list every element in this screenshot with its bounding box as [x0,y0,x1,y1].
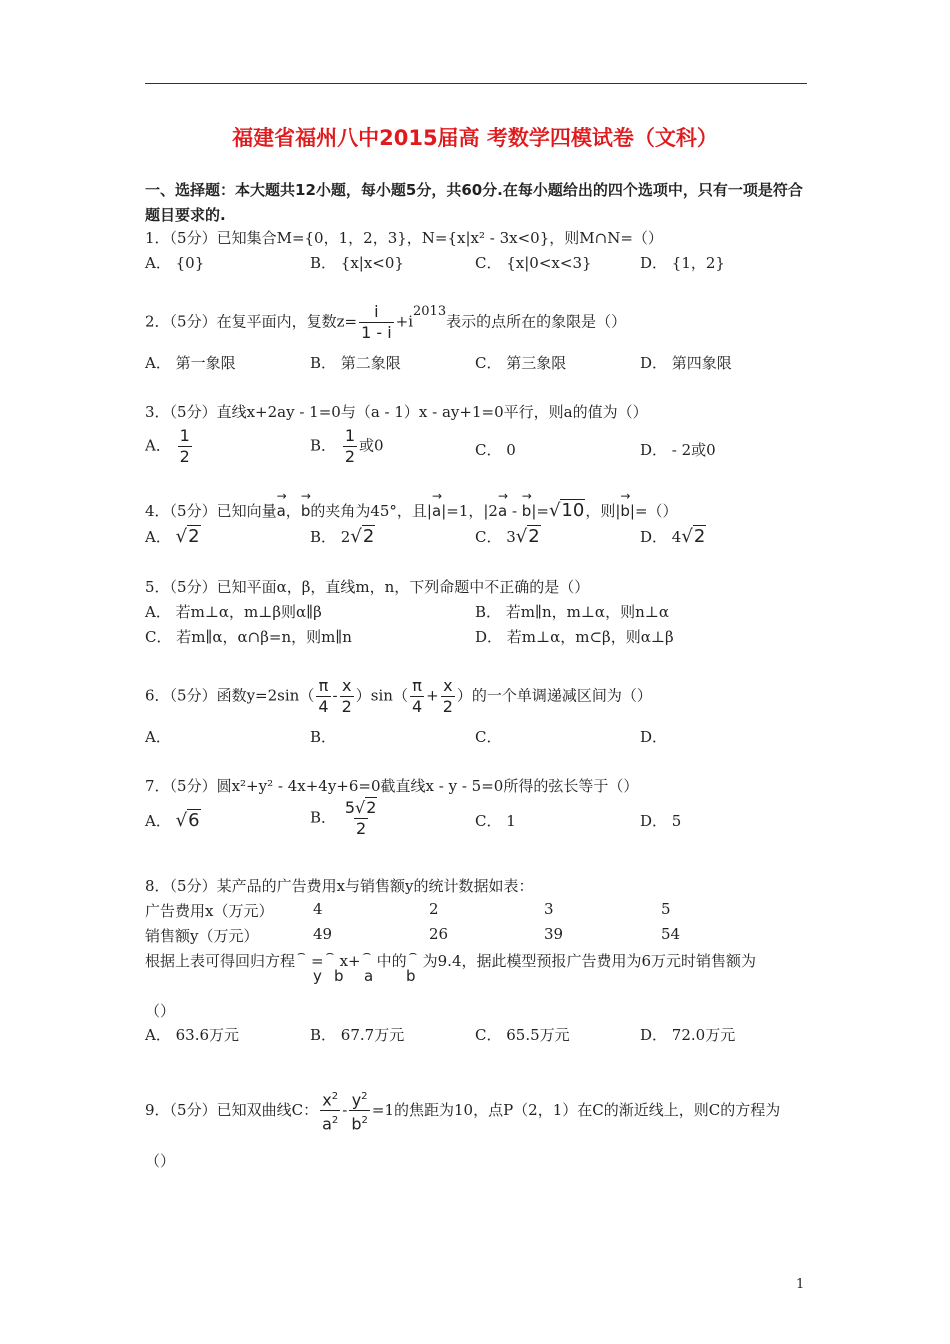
q4-text-3: |=1，|2 [441,502,498,520]
q9-f2-y: y [351,1090,362,1110]
q4-vector-a: → a [277,502,286,520]
q6-frac-1 [316,676,330,717]
table-cell: 26 [429,925,449,943]
q9-frac-2 [349,1087,370,1135]
q7-b-sqrt: √2 [355,798,377,817]
q7-b-label: B． [310,808,337,827]
q6-option-a: A． [145,728,171,746]
q4-c-sqrt: √2 [515,526,540,547]
q1-option-c: C． {x|0<x<3} [475,254,592,272]
q8-sub-b: b [334,967,344,985]
q2-option-b: B． 第二象限 [310,354,401,372]
q9-minus: - [342,1100,348,1119]
q3-a-label: A． [145,436,171,455]
q4-comma: ， [285,502,301,520]
q6-frac-2-den: 2 [341,697,352,716]
q9-frac-1-den [320,1110,340,1134]
q3-b-label: B． [310,436,337,455]
q5-option-a: A． 若m⊥α，m⊥β则α∥β [145,603,322,621]
q3-b-tail: 或0 [359,436,384,455]
q7-stem: 7．（5分）圆x²+y² - 4x+4y+6=0截直线x - y - 5=0所得的弦长等于（） [145,777,639,795]
table-cell: 3 [544,900,554,918]
q4-radicand-10: 10 [561,500,585,521]
q4-b-sqrt: √2 [350,526,375,547]
q2-plus: +i [395,312,414,331]
q4-text-5: |= [531,502,549,520]
q4-c-label: C． 3 [475,528,516,546]
q9-frac-2-den [349,1110,370,1134]
q9-frac-1-num [320,1087,340,1110]
q9-f2-exp: 2 [361,1091,368,1102]
q8-hat-b2 [407,952,423,966]
q4-text-6: ，则| [585,502,621,520]
q4-sqrt-10: √10 [548,500,585,521]
q8-sub-y: y [313,967,322,985]
q8-text-3: 为9.4，据此模型预报广告费用为6万元时销售额为 [422,952,757,970]
q3-b-num: 1 [344,426,355,445]
q8-text-2: 中的 [376,952,407,970]
table-cell: 49 [313,925,333,943]
q8-paren: （） [145,1002,176,1020]
q4-vector-a-3: → a [498,502,507,520]
q9-f2-den-exp: 2 [361,1115,368,1127]
q8-eq-x: x+ [339,952,361,970]
q3-a-num: 1 [179,426,190,445]
q4-b-label: B． 2 [310,528,351,546]
q4-option-d [640,526,706,547]
q8-option-d: D． 72.0万元 [640,1026,736,1044]
header-rule [145,83,807,84]
q4-option-a [145,526,201,547]
q9-frac-1 [320,1087,340,1135]
q2-frac-den: 1 - i [361,323,392,342]
q2-frac-num: i [374,302,379,321]
q8-hat-b [324,952,340,966]
q1-option-a: A． {0} [145,254,205,272]
q3-option-d: D． - 2或0 [640,441,716,459]
q4-vector-b-2: → b [522,502,532,520]
q2-option-c: C． 第三象限 [475,354,567,372]
table-cell: 39 [544,925,564,943]
q4-d-sqrt: √2 [681,526,706,547]
q6-text-3: ）的一个单调递减区间为（） [456,686,652,705]
q4-b-radicand: 2 [362,526,375,547]
q6-frac-3 [410,676,424,717]
q9-stem [145,1087,780,1135]
q4-text-1: 4．（5分）已知向量 [145,502,277,520]
q8-option-a: A． 63.6万元 [145,1026,239,1044]
q6-frac-4 [441,676,455,717]
q8-text-1: 根据上表可得回归方程 [145,952,296,970]
table-cell: 广告费用x（万元） [145,902,274,920]
q6-plus: + [426,686,439,705]
q6-frac-2 [340,676,354,717]
page-title: 福建省福州八中2015届高 考数学四模试卷（文科） [232,126,718,150]
q7-b-den: 2 [356,819,367,838]
q7-b-radicand: 2 [366,798,377,817]
q3-a-fraction [178,426,192,467]
section-heading: 一、选择题：本大题共12小题，每小题5分，共60分.在每小题给出的四个选项中，只有一项是符合题目要求的. [145,181,803,224]
q4-vector-a-2: → a [432,502,441,520]
q6-minus: - [332,686,338,705]
q8-sub-b2: b [406,967,416,985]
q4-a-sqrt: √2 [175,526,200,547]
q2-option-a: A． 第一象限 [145,354,236,372]
q6-frac-2-num: x [341,676,352,695]
q8-text-line [145,950,756,971]
q6-frac-4-num: x [443,676,453,695]
q7-option-a [145,810,201,831]
q6-stem [145,676,652,717]
q4-text-7: |=（） [629,502,678,520]
q8-eq: = [311,952,324,970]
q8-table-row-1 [145,900,807,924]
q8-sub-a: a [364,967,374,985]
q4-d-radicand: 2 [693,526,706,547]
table-cell: 4 [313,900,323,918]
q4-text-2: 的夹角为45°，且| [310,502,432,520]
table-cell: 销售额y（万元） [145,927,259,945]
q7-a-label: A． [145,812,171,830]
q3-stem: 3．（5分）直线x+2ay - 1=0与（a - 1）x - ay+1=0平行，则a的值为（） [145,403,648,421]
q3-option-c: C． 0 [475,441,516,459]
q1-stem: 1．（5分）已知集合M={0，1，2，3}，N={x|x² - 3x<0}，则M∩N=（） [145,229,663,247]
q7-a-radicand: 6 [188,810,200,831]
table-cell: 5 [661,900,671,918]
q7-b-coef: 5 [344,798,355,817]
q3-b-den: 2 [344,447,355,466]
q3-a-den: 2 [179,447,190,466]
page-number: 1 [796,1277,805,1292]
q3-option-b [310,426,384,467]
q4-vector-b-3: → b [620,502,630,520]
q6-option-b: B． [310,728,337,746]
q9-f1-a: a [322,1114,332,1134]
q4-stem [145,500,678,521]
q6-text-2: ）sin（ [355,686,408,705]
q9-f1-exp: 2 [331,1091,339,1102]
q7-b-num [343,798,380,818]
q4-option-b [310,526,375,547]
q6-option-d: D． [640,728,668,746]
q4-a-label: A． [145,528,171,546]
q9-text-2: 的焦距为10，点P（2，1）在C的渐近线上，则C的方程为 [394,1100,781,1119]
q6-frac-3-den: 4 [411,697,423,716]
q1-option-d: D． {1，2} [640,254,725,272]
q2-exponent: 2013 [413,303,447,319]
table-cell: 54 [661,925,681,943]
q8-hat-y [295,952,311,966]
q2-prefix: 2．（5分）在复平面内，复数z= [145,312,358,331]
q4-option-c [475,526,541,547]
q7-a-sqrt: √6 [175,810,200,831]
q8-option-b: B． 67.7万元 [310,1026,405,1044]
q2-suffix: 表示的点所在的象限是（） [446,312,627,331]
q9-paren: （） [145,1152,176,1170]
q7-option-b [310,798,381,839]
q6-frac-1-num: π [318,676,329,695]
q6-frac-4-den: 2 [442,697,453,716]
q9-frac-2-num [350,1087,370,1110]
table-cell: 2 [429,900,439,918]
q6-frac-1-den: 4 [318,697,329,716]
q8-hat-a [361,952,377,966]
q2-stem [145,302,626,343]
q1-option-b: B． {x|x<0} [310,254,404,272]
q8-stem: 8．（5分）某产品的广告费用x与销售额y的统计数据如表： [145,877,534,895]
q2-fraction [359,302,394,343]
q3-b-fraction [343,426,357,467]
q5-option-c: C． 若m∥α，α∩β=n，则m∥n [145,628,352,646]
q6-option-c: C． [475,728,502,746]
q2-option-d: D． 第四象限 [640,354,732,372]
q8-table-row-2 [145,925,807,949]
q7-b-fraction [343,798,380,839]
q5-option-d: D． 若m⊥α，m⊂β，则α⊥β [475,628,674,646]
q4-vector-b: → b [301,502,311,520]
q8-option-c: C． 65.5万元 [475,1026,570,1044]
q4-d-label: D． 4 [640,528,682,546]
q9-f1-den-exp: 2 [331,1115,339,1127]
q9-f2-b: b [351,1114,362,1134]
q3-option-a [145,426,194,467]
q7-option-d: D． 5 [640,812,682,830]
q4-c-radicand: 2 [528,526,540,547]
q5-stem: 5．（5分）已知平面α，β，直线m，n，下列命题中不正确的是（） [145,578,590,596]
q6-frac-3-num: π [412,676,422,695]
q4-a-radicand: 2 [188,526,200,547]
q9-text-1: 9．（5分）已知双曲线C： [145,1100,319,1119]
q4-text-4: - [507,502,522,520]
q6-text-1: 6．（5分）函数y=2sin（ [145,686,315,705]
q5-option-b: B． 若m∥n，m⊥α，则n⊥α [475,603,669,621]
q7-option-c: C． 1 [475,812,516,830]
q9-eq: =1 [371,1100,394,1119]
q9-f1-x: x [322,1090,332,1110]
